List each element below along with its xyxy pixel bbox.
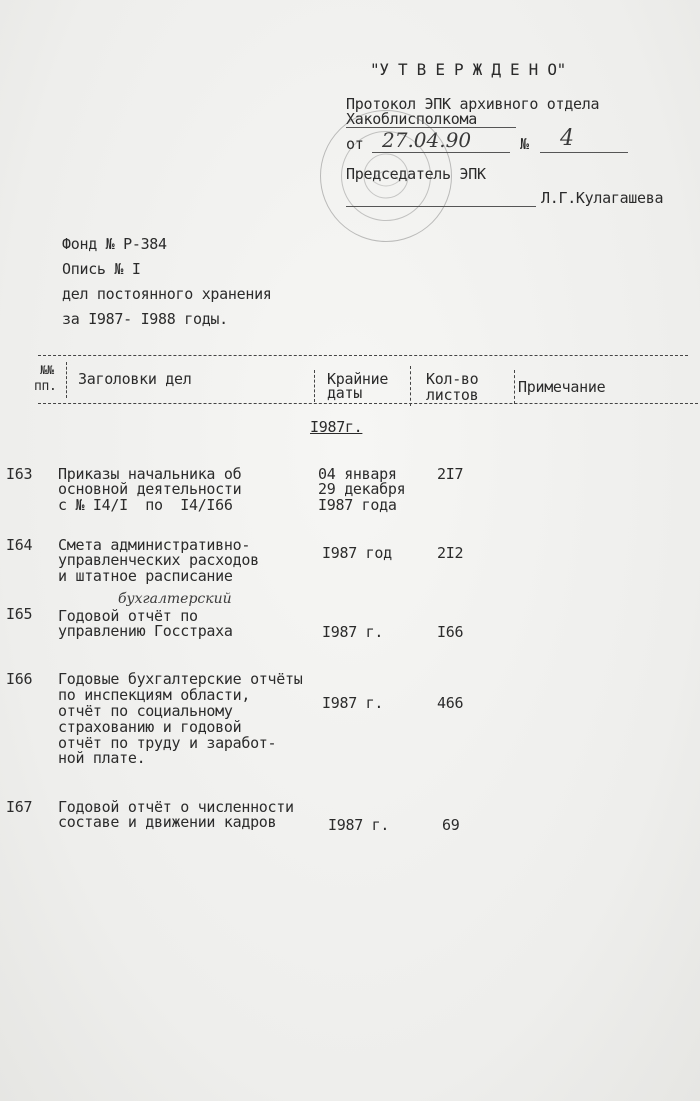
row-sheets: I66: [437, 623, 464, 641]
table-row: [0, 538, 700, 588]
chairman-label: Председатель ЭПК: [346, 165, 486, 183]
opis-number: Опись № I: [62, 260, 141, 278]
row-dates: I987 год: [322, 544, 392, 562]
col-title-label: Заголовки дел: [78, 370, 192, 388]
inventory-type: дел постоянного хранения: [62, 285, 272, 303]
row-sheets: 69: [442, 816, 460, 834]
date-prefix: от: [346, 135, 364, 153]
row-number: I66: [6, 670, 33, 688]
protocol-line-2: Хакоблисполкома: [346, 110, 477, 128]
col-note-label: Примечание: [518, 378, 606, 396]
approval-title: "У Т В Е Р Ж Д Е Н О": [370, 60, 566, 79]
seal-emblem-icon: [321, 111, 451, 241]
col-num-label: №№: [40, 363, 54, 377]
table-row: [0, 800, 700, 840]
row-dates: I987 г.: [322, 623, 384, 641]
col-num-label-2: пп.: [34, 379, 57, 394]
col-divider-2: [314, 370, 315, 402]
chairman-name: Л.Г.Кулагашева: [541, 189, 664, 207]
row-dates: I987 г.: [322, 694, 384, 712]
table-top-rule: [38, 355, 688, 356]
row-title: Годовой отчёт по управлению Госстраха: [58, 607, 233, 641]
row-title: Годовые бухгалтерские отчёты по инспекциям области, отчёт по социальному страхованию и годовой отчёт по труду и заработ- ной плате.: [58, 670, 303, 768]
col-divider-4: [514, 370, 515, 404]
col-sheets-label-2: листов: [426, 386, 479, 404]
row-title: Смета административно- управленческих расходов и штатное расписание: [58, 536, 259, 585]
col-sheets-label-1: Кол-во: [426, 370, 479, 388]
row-sheets: 2I2: [437, 544, 464, 562]
row-sheets: 2I7: [437, 465, 464, 483]
number-underline: [540, 152, 628, 153]
table-row: [0, 467, 700, 517]
col-divider-3: [410, 366, 411, 406]
year-heading: I987г.: [310, 418, 363, 436]
inventory-period: за I987- I988 годы.: [62, 310, 228, 328]
number-prefix: №: [520, 135, 529, 153]
row-number: I67: [6, 798, 33, 816]
table-row: [0, 591, 700, 647]
table-row: [0, 672, 700, 772]
row-number: I64: [6, 536, 33, 554]
row-dates: I987 г.: [328, 816, 390, 834]
official-seal-stamp: [320, 110, 452, 242]
row-title: Приказы начальника об основной деятельности с № I4/I по I4/I66: [58, 465, 242, 514]
row-sheets: 466: [437, 694, 464, 712]
fond-number: Фонд № Р-384: [62, 235, 167, 253]
table-header-bottom-rule: [38, 403, 698, 404]
row-dates: 04 января 29 декабря I987 года: [318, 465, 406, 514]
approval-number-handwritten: 4: [560, 126, 574, 151]
handwritten-insert: бухгалтерский: [118, 591, 232, 607]
row-number: I63: [6, 465, 33, 483]
col-divider-1: [66, 362, 67, 398]
row-title: Годовой отчёт о численности составе и движении кадров: [58, 798, 294, 832]
col-dates-label-1: Крайние: [327, 370, 389, 388]
protocol-line-1: Протокол ЭПК архивного отдела: [346, 95, 600, 113]
col-dates-label-2: даты: [327, 384, 362, 402]
approval-date-handwritten: 27.04.90: [382, 128, 472, 152]
row-number: I65: [6, 605, 33, 623]
